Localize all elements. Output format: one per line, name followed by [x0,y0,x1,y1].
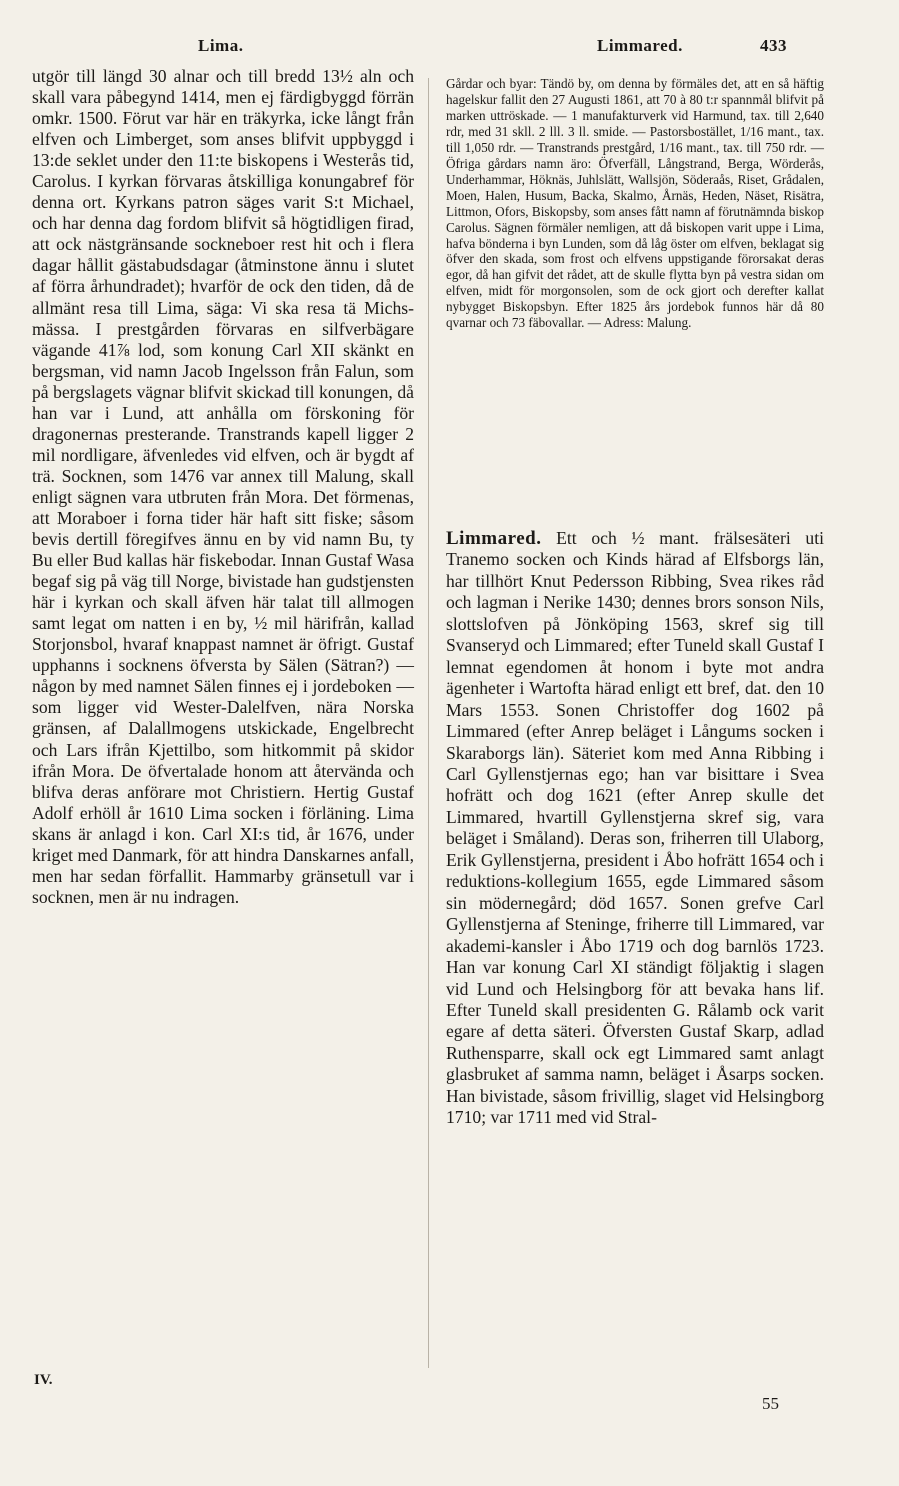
lima-body-paragraph: utgör till längd 30 alnar och till bredd 13½ aln och skall vara påbegynd 1414, men ej färdigbyggd förrän omkr. 1500. Förut var här en träkyrka, icke långt från elfven och Limberget, som anses blifvit uppbyggd i 13:de seklet under den 11:te biskopens i Westerås tid, Carolus. I kyrkan förvaras åtskilliga konungabref för denna ort. Kyrkans patron säges varit S:t Michael, och har denna dag fordom blifvit så högtidligen firad, att ock nästgränsande sockneboer rest hit och i flera dagar hållit gästabudsdagar (åtminstone ännu i slutet af förra århundradet); hvarför de ock den tiden, då de allmänt resa till Lima, säga: Vi ska resa tä Michs-mässa. I prestgården förvaras en silfverbägare vägande 41⅞ lod, som konung Carl XII skänkt en bergsman, vid namn Jacob Ingelsson från Falun, som på bergslagets vägnar blifvit skickad till konungen, då han var i Lund, att anhålla om förskoning för dragonernas presterande. Transtrands kapell ligger 2 mil nordligare, äfvenledes vid elfven, och är bygdt af trä. Socknen, som 1476 var annex till Malung, skall enligt sägnen vara utbruten från Mora. Det förmenas, att Moraboer i forna tider här haft sitt fiske; såsom bevis dertill föregifves ännu en by vid namn Bu, ty Bu eller Bud kallas här fiskebodar. Innan Gustaf Wasa begaf sig på väg till Norge, bivistade han gudstjensten här i kyrkan och skall äfven här talat till allmogen samt legat om natten i en by, ½ mil härifrån, kallad Storjonsbol, hvaraf knappast namnet är öfrigt. Gustaf upphanns i socknens öfversta by Sälen (Sätran?) — någon by med namnet Sälen finnes ej i jordeboken — som ligger vid Wester-Dalelfven, nära Norska gränsen, af Dalallmogens utskickade, Engelbrecht och Lars ifrån Kjettilbo, som hitkommit på skidor ifrån Mora. De öfvertalade honom att återvända och blifva deras anförare mot Christiern. Hertig Gustaf Adolf erhöll år 1610 Lima socken i förläning. Lima skans är anlagd i kon. Carl XI:s tid, år 1676, under kriget med Danmark, för att hindra Danskarnes anfall, men har sedan förfallit. Hammarby gränsetull var i socknen, men är nu indragen. [32,66,414,907]
right-column-small-print [446,76,824,331]
signature-number: 55 [762,1394,779,1413]
signature-mark: IV. [34,1372,53,1388]
limmared-entry [446,528,824,1129]
right-column-text [446,528,824,1129]
farms-and-villages-paragraph: Gårdar och byar: Tändö by, om denna by förmäles det, att en så häftig hagelskur fallit den 27 Augusti 1861, att 70 à 80 t:r spannmål blifvit på marken uttröskade. — 1 manufakturverk vid Harmund, tax. till 2,640 rdr, med 31 skll. 2 lll. 3 ll. smide. — Pastorsbostället, 1/16 mant., tax. till 1,050 rdr. — Transtrands prestgård, 1/16 mant., tax. till 750 rdr. — Öfriga gårdars namn äro: Öfverfäll, Långstrand, Berga, Wörderås, Underhammar, Höknäs, Juhlslätt, Wallsjön, Söderaås, Riset, Grådalen, Moen, Halen, Husum, Backa, Skalmo, Årnäs, Heden, Näset, Risätra, Littmon, Ofors, Biskopsby, som anses fått namn af förutnämnda biskop Carolus. Sägnen förmäler nemligen, att då biskopen varit uppe i Lima, hafva bönderna i byn Lunden, som då låg öster om elfven, beklagat sig öfver den skada, som frost och elfvens uppstigande förorsakat deras egor, då han gifvit det rådet, att de skulle flytta byn på vestra sidan om elfven, midt för morgonsolen, som de ock gjort och derefter kallat nybygget Biskopsbyn. Efter 1825 års jordebok funnos här då 80 qvarnar och 73 fäbovallar. — Adress: Malung. [446,76,824,331]
running-header-center: Limmared. [597,36,683,55]
entry-headword: Limmared. [446,528,542,549]
left-column-text [32,66,414,908]
column-divider [428,78,429,1368]
running-header-left: Lima. [198,36,244,55]
limmared-body: Ett och ½ mant. frälsesäteri uti Tranemo socken och Kinds härad af Elfsborgs län, har tillhört Knut Pedersson Ribbing, Svea rikes råd och lagman i Nerike 1430; dennes brors sonson Nils, slottslofven på Jönköping 1563, skref sig till Svanseryd och Limmared; efter Tuneld skall Gustaf I lemnat egendomen åt honom i byte mot andra ägenheter i Wartofta härad enligt ett bref, dat. den 10 Mars 1553. Sonen Christoffer dog 1602 på Limmared (efter Anrep beläget i Långums socken i Skaraborgs län). Säteriet kom med Anna Ribbing i Carl Gyllenstjernas ego; han var bisittare i Svea hofrätt och dog 1621 (efter Anrep skulle det Limmared, hvartill Gyllenstjerna skref sig, vara beläget i Småland). Deras son, friherren till Ulaborg, Erik Gyllenstjerna, president i Åbo hofrätt 1654 och i reduktions-kollegium 1655, egde Limmared såsom sin mödernegård; död 1657. Sonen grefve Carl Gyllenstjerna af Steninge, friherre till Limmared, var akademi-kansler i Åbo 1719 och dog barnlös 1723. Han var konung Carl XI ständigt följaktig i slagen vid Lund och Helsingborg för att bevaka hans lif. Efter Tuneld skall presidenten G. Rålamb ock varit egare af detta säteri. Öfversten Gustaf Skarp, adlad Ruthensparre, skall ock egt Limmared samt anlagt glasbruket af samma namn, beläget i Åsarps socken. Han bivistade, såsom frivillig, slaget vid Helsingborg 1710; var 1711 med vid Stral- [446,528,824,1128]
page-number: 433 [760,36,787,55]
